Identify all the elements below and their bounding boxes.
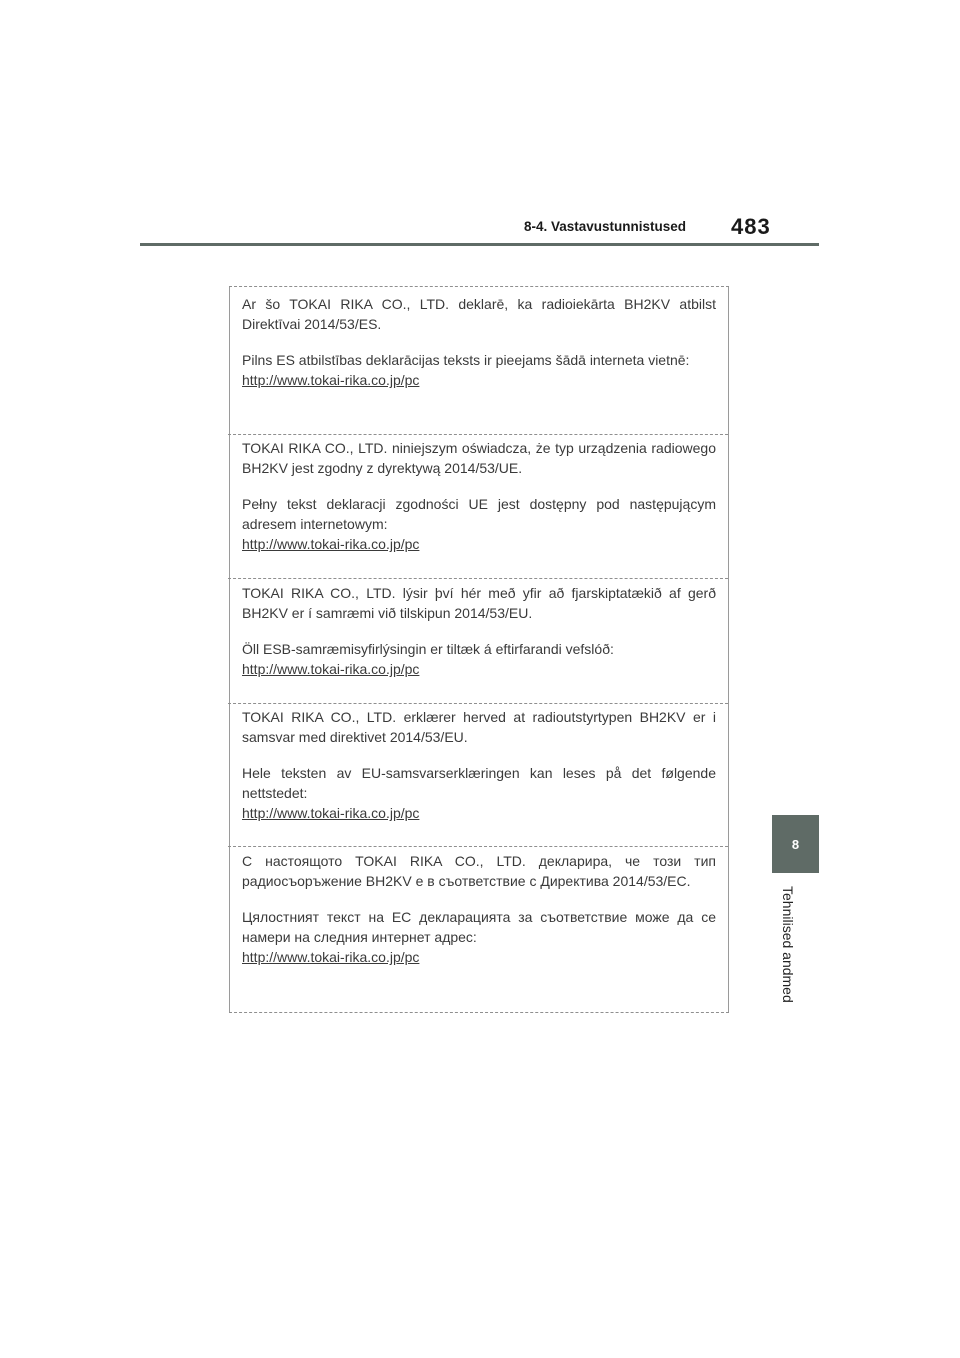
declaration-availability: Öll ESB-samræmisyfirlýsingin er tiltæk á eftirfarandi vefslóð: [242,641,614,657]
declaration-url-link[interactable]: http://www.tokai-rika.co.jp/pc [242,661,420,677]
declaration-norwegian [230,707,728,823]
chapter-tab [772,815,819,873]
declaration-url-link[interactable]: http://www.tokai-rika.co.jp/pc [242,372,420,388]
section-divider [228,578,728,579]
declaration-statement: TOKAI RIKA CO., LTD. erklærer herved at radioutstyrtypen BH2KV er i samsvar med direktivet 2014/53/EU. [242,709,716,745]
declaration-polish [230,438,728,554]
section-title: 8-4. Vastavustunnistused [524,219,687,234]
section-divider [228,703,728,704]
section-divider [228,846,728,847]
declaration-availability: Pełny tekst deklaracji zgodności UE jest dostępny pod następującym adresem internetowym: [242,496,716,532]
declaration-url-link[interactable]: http://www.tokai-rika.co.jp/pc [242,805,420,821]
declaration-availability: Цялостният текст на ЕС декларацията за съответствие може да се намери на следния интернет адрес: [242,909,716,945]
chapter-title: Tehnilised andmed [780,886,796,1003]
declaration-latvian [230,294,728,390]
declaration-statement: С настоящото TOKAI RIKA CO., LTD. декларира, че този тип радиосъоръжение BH2KV е в съответствие с Директива 2014/53/EC. [242,853,716,889]
declaration-availability: Pilns ES atbilstības deklarācijas teksts ir pieejams šādā interneta vietnē: [242,352,690,368]
declaration-url-link[interactable]: http://www.tokai-rika.co.jp/pc [242,949,420,965]
declaration-icelandic [230,583,728,679]
declaration-availability: Hele teksten av EU-samsvarserklæringen kan leses på det følgende nettstedet: [242,765,716,801]
section-divider [228,434,728,435]
page-number: 483 [731,214,771,239]
chapter-number: 8 [791,836,800,852]
declaration-url-link[interactable]: http://www.tokai-rika.co.jp/pc [242,536,420,552]
header-divider [140,243,819,246]
declaration-statement: TOKAI RIKA CO., LTD. niniejszym oświadcza, że typ urządzenia radiowego BH2KV jest zgodny z dyrektywą 2014/53/UE. [242,440,716,476]
declaration-statement: Ar šo TOKAI RIKA CO., LTD. deklarē, ka radioiekārta BH2KV atbilst Direktīvai 2014/53/ES. [242,296,716,332]
declaration-statement: TOKAI RIKA CO., LTD. lýsir því hér með yfir að fjarskiptatækið af gerð BH2KV er í samræmi við tilskipun 2014/53/EU. [242,585,716,621]
declaration-box [229,286,729,1013]
declaration-bulgarian [230,851,728,967]
